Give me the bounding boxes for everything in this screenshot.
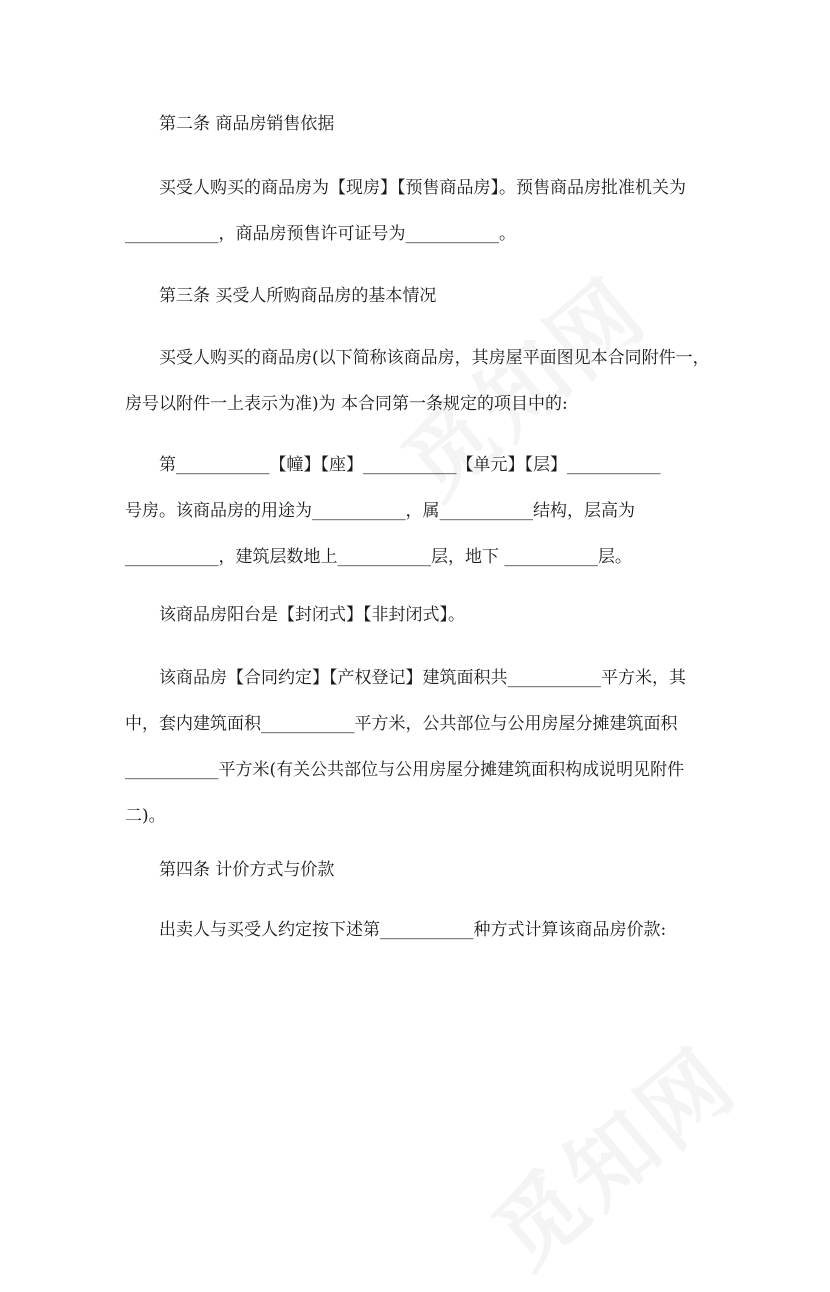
paragraph-line: 该商品房阳台是【封闭式】【非封闭式】。 [159, 605, 465, 625]
paragraph-line: 买受人购买的商品房为【现房】【预售商品房】。预售商品房批准机关为 [159, 178, 686, 198]
paragraph-line: 出卖人与买受人约定按下述第___________种方式计算该商品房价款: [159, 920, 667, 940]
paragraph-line: ___________，建筑层数地上___________层，地下 ___________层。 [125, 547, 632, 567]
paragraph-line: 二)。 [125, 806, 166, 826]
paragraph-line: 房号以附件一上表示为准)为 本合同第一条规定的项目中的: [125, 394, 568, 414]
paragraph-line: 买受人购买的商品房(以下简称该商品房，其房屋平面图见本合同附件一， [159, 348, 710, 368]
paragraph-line: 号房。该商品房的用途为___________，属___________结构，层高为 [125, 501, 635, 521]
article-3-paragraph-1 [125, 340, 710, 423]
paragraph-line: 中，套内建筑面积___________平方米，公共部位与公用房屋分摊建筑面积 [125, 714, 678, 734]
article-2-paragraph [125, 170, 705, 253]
paragraph-line: ___________平方米(有关公共部位与公用房屋分摊建筑面积构成说明见附件 [125, 760, 685, 780]
paragraph-line: 该商品房【合同约定】【产权登记】建筑面积共___________平方米，其 [159, 668, 686, 688]
paragraph-line: 第___________【幢】【座】___________【单元】【层】___________ [159, 455, 661, 475]
article-3-paragraph-3 [125, 597, 705, 634]
article-4-heading: 第四条 计价方式与价款 [159, 860, 335, 880]
article-3-paragraph-2 [125, 447, 705, 576]
article-3-heading: 第三条 买受人所购商品房的基本情况 [159, 286, 437, 306]
article-2-heading: 第二条 商品房销售依据 [159, 114, 335, 134]
paragraph-line: ___________，商品房预售许可证号为___________。 [125, 224, 516, 244]
article-4-paragraph-1 [125, 912, 705, 949]
article-3-paragraph-4 [125, 660, 705, 835]
watermark [462, 1014, 759, 1292]
